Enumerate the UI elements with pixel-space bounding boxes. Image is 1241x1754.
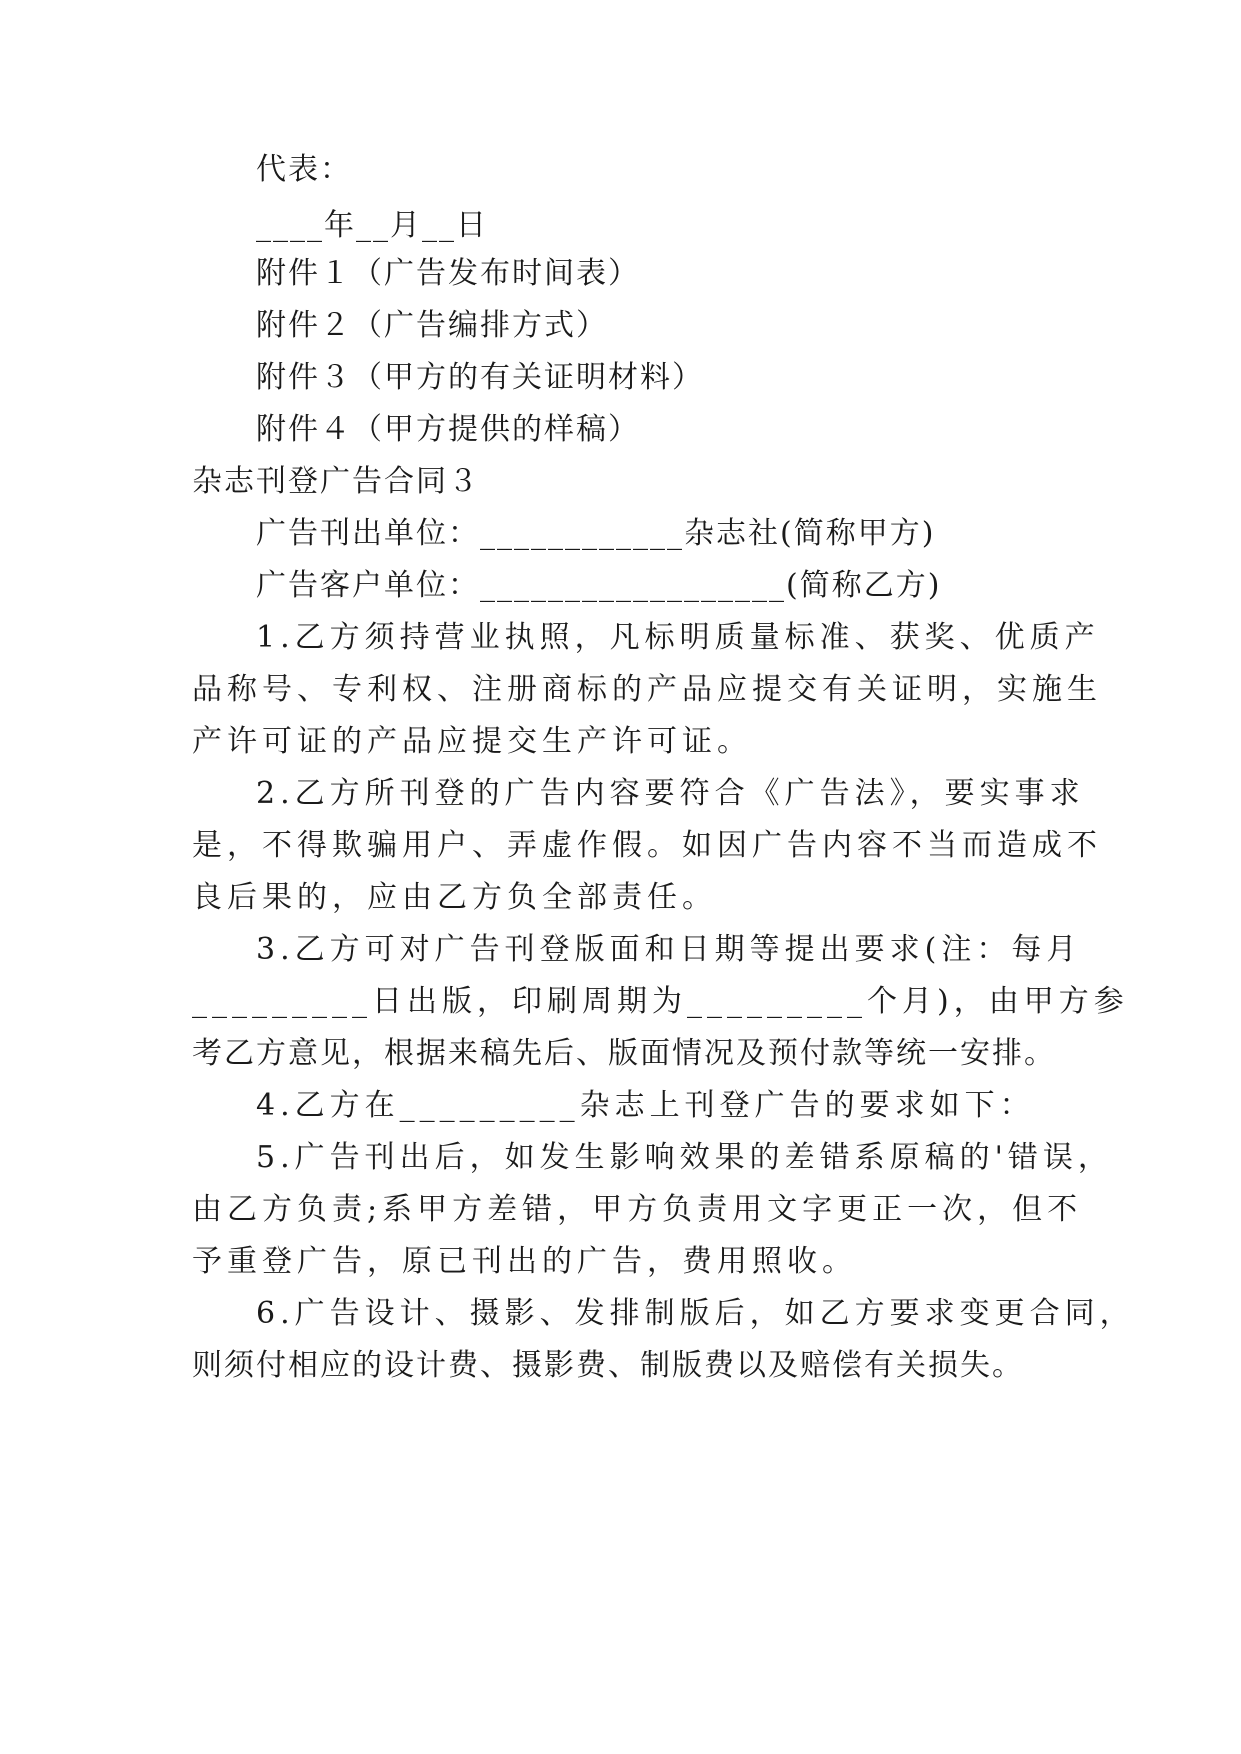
clause-1-line-1: 1.乙方须持营业执照，凡标明质量标准、获奖、优质产 — [256, 620, 1100, 655]
clause-4-line-1: 4.乙方在_________杂志上刊登广告的要求如下： — [256, 1088, 1035, 1123]
clause-1-line-2: 品称号、专利权、注册商标的产品应提交有关证明，实施生 — [192, 672, 1102, 707]
clause-5-line-1: 5.广告刊出后，如发生影响效果的差错系原稿的'错误， — [256, 1140, 1113, 1175]
clause-1-line-3: 产许可证的产品应提交生产许可证。 — [192, 724, 752, 759]
representative-line: 代表： — [256, 152, 352, 187]
clause-3-line-1: 3.乙方可对广告刊登版面和日期等提出要求(注：每月 — [256, 932, 1082, 967]
clause-3-line-2: _________日出版，印刷周期为_________个月)，由甲方参 — [192, 984, 1129, 1019]
attachment-3: 附件３（甲方的有关证明材料） — [256, 360, 704, 395]
clause-5-line-2: 由乙方负责;系甲方差错，甲方负责用文字更正一次，但不 — [192, 1192, 1083, 1227]
clause-2-line-2: 是，不得欺骗用户、弄虚作假。如因广告内容不当而造成不 — [192, 828, 1102, 863]
section-title: 杂志刊登广告合同３ — [192, 464, 480, 499]
attachment-4: 附件４（甲方提供的样稿） — [256, 412, 640, 447]
attachment-2: 附件２（广告编排方式） — [256, 308, 608, 343]
date-line: ____年__月__日 — [256, 208, 488, 243]
attachment-1: 附件１（广告发布时间表） — [256, 256, 640, 291]
clause-2-line-3: 良后果的，应由乙方负全部责任。 — [192, 880, 717, 915]
clause-2-line-1: 2.乙方所刊登的广告内容要符合《广告法》，要实事求 — [256, 776, 1085, 811]
clause-6-line-2: 则须付相应的设计费、摄影费、制版费以及赔偿有关损失。 — [192, 1348, 1024, 1383]
client-line: 广告客户单位：__________________(简称乙方) — [256, 568, 942, 603]
clause-5-line-3: 予重登广告，原已刊出的广告，费用照收。 — [192, 1244, 857, 1279]
clause-6-line-1: 6.广告设计、摄影、发排制版后，如乙方要求变更合同， — [256, 1296, 1135, 1331]
publisher-line: 广告刊出单位：____________杂志社(简称甲方) — [256, 516, 936, 551]
clause-3-line-3: 考乙方意见，根据来稿先后、版面情况及预付款等统一安排。 — [192, 1036, 1056, 1071]
